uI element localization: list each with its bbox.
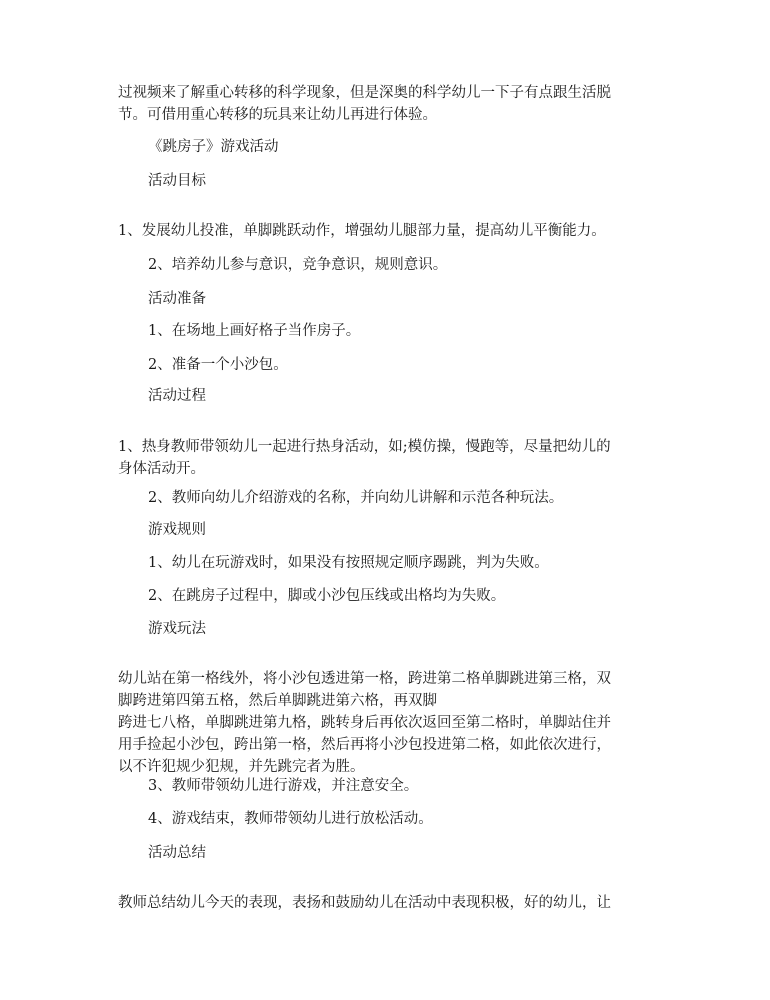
prep-item-1: 1、在场地上画好格子当作房子。 (148, 323, 361, 339)
play-line-4: 用手捡起小沙包，跨出第一格，然后再将小沙包投进第二格，如此依次进行， (118, 737, 611, 753)
heading-goals: 活动目标 (148, 173, 206, 189)
goal-item-1: 1、发展幼儿投准，单脚跳跃动作，增强幼儿腿部力量，提高幼儿平衡能力。 (118, 223, 606, 239)
rule-item-2: 2、在跳房子过程中，脚或小沙包压线或出格均为失败。 (148, 588, 506, 604)
play-line-2: 脚跨进第四第五格，然后单脚跳进第六格，再双脚 (118, 693, 437, 709)
play-line-3: 跨进七八格，单脚跳进第九格，跳转身后再依次返回至第二格时，单脚站住并 (118, 715, 611, 731)
prep-item-2: 2、准备一个小沙包。 (148, 357, 288, 373)
process-item-2: 2、教师向幼儿介绍游戏的名称，并向幼儿讲解和示范各种玩法。 (148, 490, 564, 506)
process-item-1-line-1: 1、热身教师带领幼儿一起进行热身活动，如;模仿操，慢跑等，尽量把幼儿的 (118, 439, 611, 455)
step-item-4: 4、游戏结束，教师带领幼儿进行放松活动。 (148, 811, 433, 827)
rule-item-1: 1、幼儿在玩游戏时，如果没有按照规定顺序踢跳，判为失败。 (148, 555, 549, 571)
heading-play: 游戏玩法 (148, 621, 206, 637)
play-line-5: 以不许犯规少犯规，并先跳完者为胜。 (118, 759, 365, 775)
process-item-1-line-2: 身体活动开。 (118, 461, 205, 477)
heading-prep: 活动准备 (148, 291, 206, 307)
intro-paragraph (118, 82, 648, 126)
process-item-1 (118, 436, 648, 480)
summary-line-1: 教师总结幼儿今天的表现，表扬和鼓励幼儿在活动中表现积极，好的幼儿，让 (118, 895, 611, 911)
heading-rules: 游戏规则 (148, 522, 206, 538)
intro-line-1: 过视频来了解重心转移的科学现象，但是深奥的科学幼儿一下子有点跟生活脱 (118, 85, 611, 101)
goal-item-2: 2、培养幼儿参与意识，竞争意识，规则意识。 (148, 257, 448, 273)
game-title: 《跳房子》游戏活动 (148, 139, 279, 155)
heading-process: 活动过程 (148, 388, 206, 404)
intro-line-2: 节。可借用重心转移的玩具来让幼儿再进行体验。 (118, 107, 437, 123)
heading-summary: 活动总结 (148, 845, 206, 861)
play-paragraph (118, 668, 648, 778)
step-item-3: 3、教师带领幼儿进行游戏，并注意安全。 (148, 778, 419, 794)
play-line-1: 幼儿站在第一格线外，将小沙包透进第一格，跨进第二格单脚跳进第三格，双 (118, 671, 611, 687)
